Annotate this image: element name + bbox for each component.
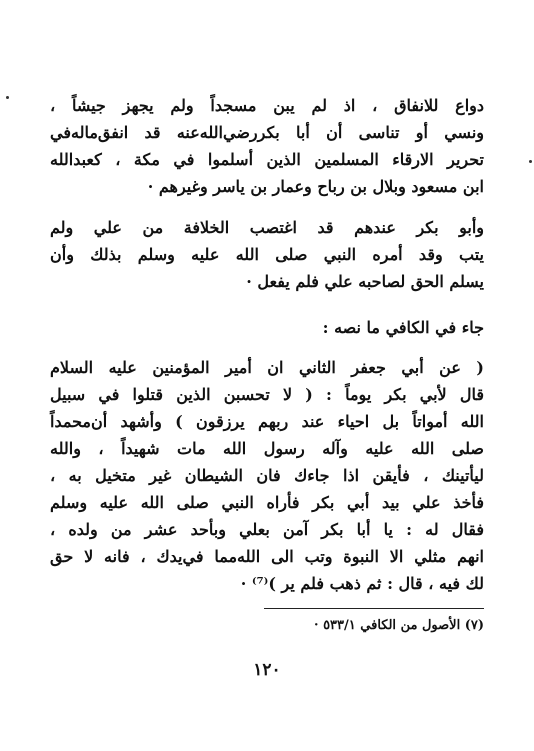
page-number: ١٢٠ [253, 660, 281, 680]
text-line: قال لأبي بكر يوماً : ( لا تحسبن الذين قتلوا في سبيل [50, 385, 484, 404]
text-line: انهم مثلي الا النبوة وتب الى الله‌مما في‌يدك ، فانه لا حق [50, 547, 484, 566]
text-line: ابن مسعود وبلال بن رباح وعمار بن ياسر وغيرهم · [147, 177, 484, 196]
text-line: صلى الله عليه وآله رسول الله مات شهيداً ، والله [50, 439, 484, 458]
text-line: الله أمواتاً بل احياء عند ربهم يرزقون ) وأشهد أن‌محمداً [50, 412, 484, 431]
margin-mark [529, 160, 532, 163]
text-line: فقال له : يا أبا بكر آمن بعلي وبأحد عشر من ولده ، [50, 520, 484, 539]
text-line: ( عن أبي جعفر الثاني ان أمير المؤمنين عليه السلام [50, 358, 484, 377]
text-line: جاء في الكافي ما نصه : [322, 318, 484, 337]
text-line: يسلم الحق لصاحبه علي فلم يفعل · [246, 272, 484, 291]
footnote-divider [264, 608, 484, 609]
margin-mark [6, 96, 9, 99]
text-line: فأخذ علي بيد أبي بكر فأراه النبي صلى الله عليه وسلم [50, 493, 484, 512]
text-line: لك فيه ، قال : ثم ذهب فلم ير )⁽⁷⁾ · [240, 574, 484, 593]
text-line: ونسي أو تناسى أن أبا بكررضي‌الله‌عنه قد انفق‌ماله‌في [50, 123, 485, 142]
text-line: تحرير الارقاء المسلمين الذين أسلموا في مكة ، كعبدالله [50, 150, 484, 169]
text-line: وأبو بكر عندهم قد اغتصب الخلافة من علي ولم [50, 218, 484, 237]
text-line: دواع للانفاق ، اذ لم يبن مسجداً ولم يجهز جيشاً ، [50, 96, 484, 115]
footnote: (٧) الأصول من الكافي ٥٣٣/١ · [314, 618, 484, 633]
text-line: يتب وقد أمره النبي صلى الله عليه وسلم بذلك وأن [50, 245, 484, 264]
text-line: ليأتينك ، فأيقن اذا جاءك فان الشيطان غير متخيل به ، [50, 466, 484, 485]
